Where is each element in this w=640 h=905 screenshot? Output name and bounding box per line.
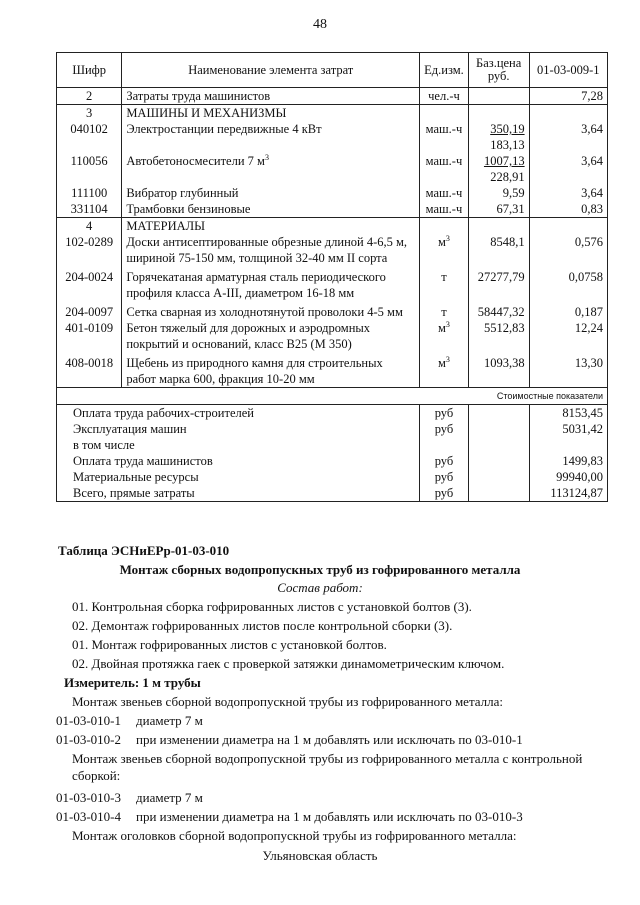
group-header: Монтаж оголовков сборной водопропускной трубы из гофрированного металла: [72, 828, 517, 843]
work-item: 01. Контрольная сборка гофрированных листов с установкой болтов (3). [72, 599, 472, 614]
table-row: 401-0109 Бетон тяжелый для дорожных и аэродромных покрытий и оснований, класс В25 (М 350) $м^3$ 5512,83 12,24 [57, 320, 608, 352]
header-norm: 01-03-009-1 [529, 53, 607, 88]
work-item: 02. Двойная протяжка гаек с проверкой затяжки динамометрическим ключом. [72, 656, 505, 671]
measure-unit: Измеритель: 1 м трубы [64, 675, 201, 690]
table-row: 408-0018 Щебень из природного камня для строительных работ марка 600, фракция 10-20 мм $м^3$ 1093,38 13,30 [57, 352, 608, 388]
group-header: Монтаж звеньев сборной водопропускной трубы из гофрированного металла: [72, 694, 504, 709]
norm-item: 01-03-010-2 при изменении диаметра на 1 м добавлять или исключать по 03-010-1 [56, 732, 523, 747]
summary-row: в том числе [57, 437, 608, 453]
norm-item: 01-03-010-1 диаметр 7 м [56, 713, 203, 728]
table-row: 110056 Автобетоносмесители 7 $м^3$ маш.-ч 1007,13 228,91 3,64 [57, 153, 608, 185]
table-id: Таблица ЭСНиЕРр-01-03-010 [58, 543, 230, 558]
section-row-machines: 3 МАШИНЫ И МЕХАНИЗМЫ [57, 105, 608, 122]
table-row: 2 Затраты труда машинистов чел.-ч 7,28 [57, 88, 608, 105]
norm-item: 01-03-010-3 диаметр 7 м [56, 790, 203, 805]
work-item: 02. Демонтаж гофрированных листов после контрольной сборки (3). [72, 618, 453, 633]
summary-row: Оплата труда рабочих-строителей руб 8153,45 [57, 405, 608, 422]
header-unit: Ед.изм. [420, 53, 469, 88]
section-row-materials: 4 МАТЕРИАЛЫ [57, 218, 608, 235]
summary-row: Материальные ресурсы руб 99940,00 [57, 469, 608, 485]
table-row: 102-0289 Доски антисептированные обрезные длиной 4-6,5 м, шириной 75-150 мм, толщиной 32-40 мм II сорта $м^3$ 8548,1 0,576 [57, 234, 608, 266]
table-row: 204-0097 Сетка сварная из холоднотянутой проволоки 4-5 мм т 58447,32 0,187 [57, 301, 608, 320]
summary-row: Оплата труда машинистов руб 1499,83 [57, 453, 608, 469]
summary-row: Эксплуатация машин руб 5031,42 [57, 421, 608, 437]
section-title: Монтаж сборных водопропускных труб из гофрированного металла [119, 562, 521, 577]
table-row: 111100 Вибратор глубинный маш.-ч 9,59 3,64 [57, 185, 608, 201]
header-price: Баз.цена руб. [468, 53, 529, 88]
table-row: 040102 Электростанции передвижные 4 кВт маш.-ч 350,19 183,13 3,64 [57, 121, 608, 153]
group-header: Монтаж звеньев сборной водопропускной трубы из гофрированного металла с контрольной сборкой: [72, 751, 583, 783]
work-item: 01. Монтаж гофрированных листов с установкой болтов. [72, 637, 387, 652]
page-number: 48 [313, 17, 327, 32]
table-header-row [57, 53, 608, 88]
summary-row-total: Всего, прямые затраты руб 113124,87 [57, 485, 608, 502]
page-footer: Ульяновская область [262, 848, 378, 863]
header-name: Наименование элемента затрат [122, 53, 420, 88]
work-composition-header: Состав работ: [277, 580, 363, 595]
header-code: Шифр [57, 53, 122, 88]
norm-item: 01-03-010-4 при изменении диаметра на 1 м добавлять или исключать по 03-010-3 [56, 809, 523, 824]
table-row: 204-0024 Горячекатаная арматурная сталь периодического профиля класса А-III, диаметром 16-18 мм т 27277,79 0,0758 [57, 266, 608, 301]
cost-indicators-header: Стоимостные показатели [57, 388, 608, 405]
table-row: 331104 Трамбовки бензиновые маш.-ч 67,31 0,83 [57, 201, 608, 218]
estimate-table [56, 52, 608, 502]
